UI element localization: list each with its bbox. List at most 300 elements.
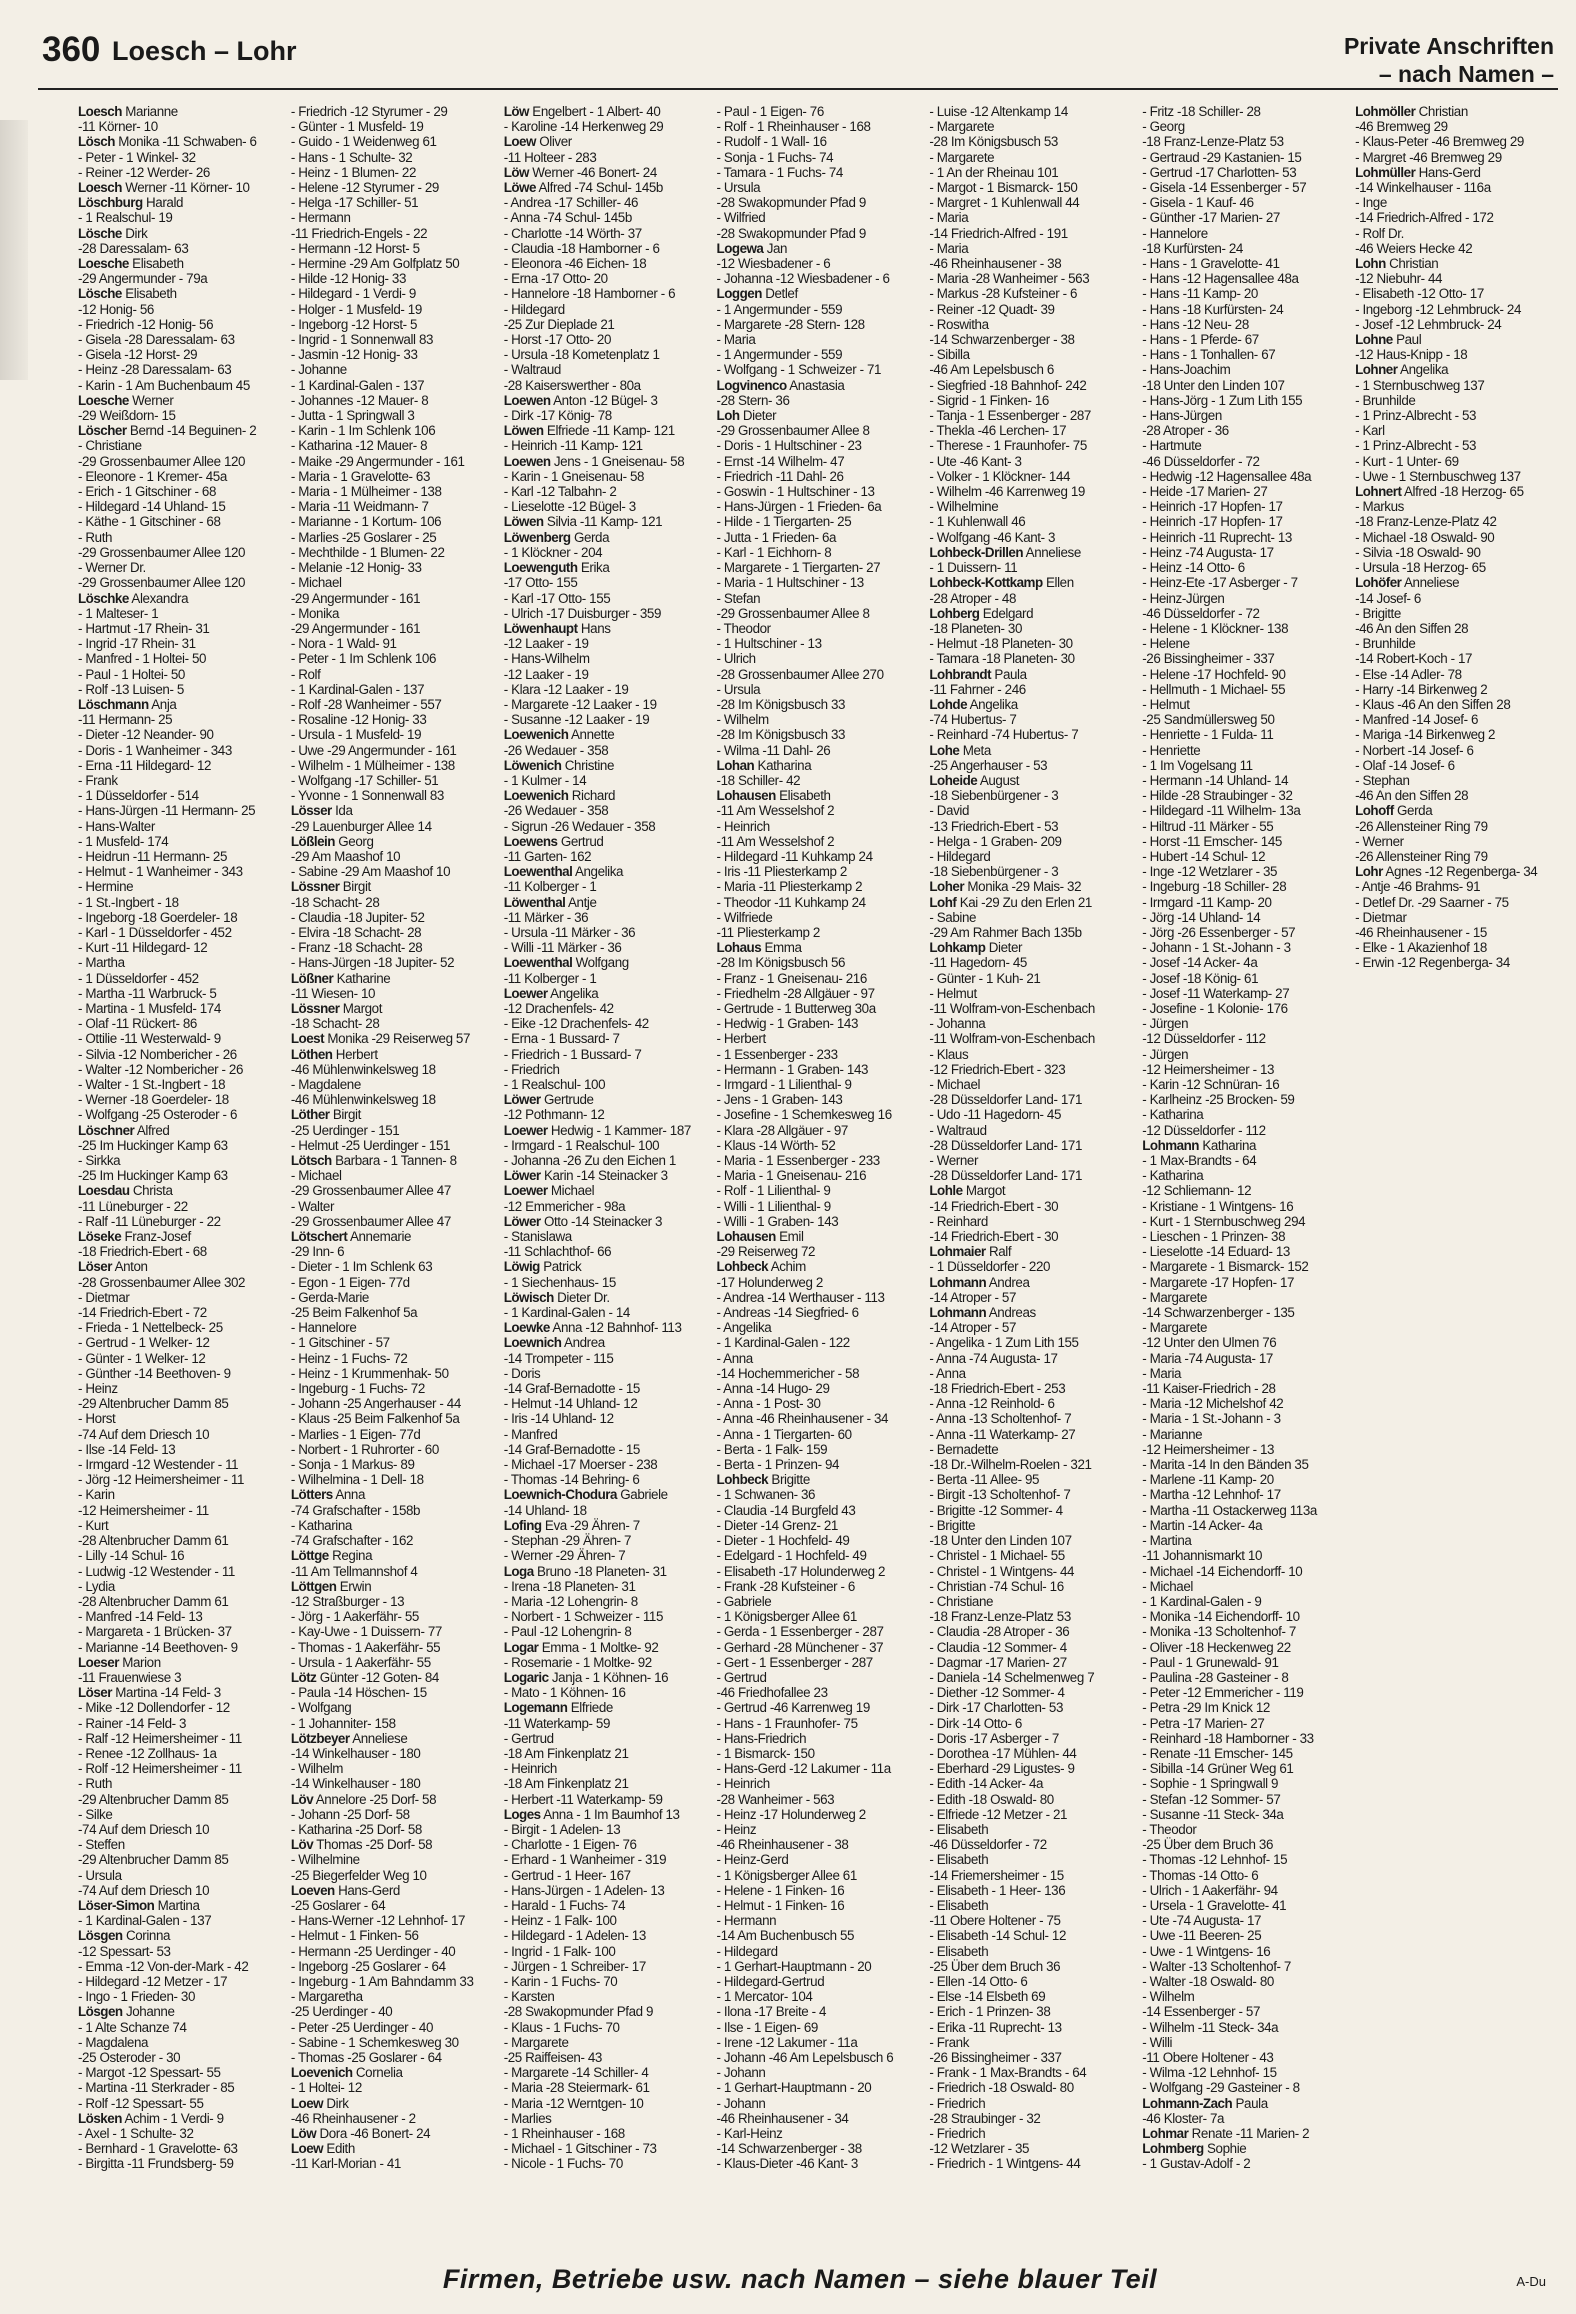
directory-entry [504,1898,707,1913]
entry-details: -18 Schacht- 28 [290,894,380,910]
surname: Lohbeck-Kottkamp [929,575,1043,591]
entry-details: - Christel - 1 Wintgens- 44 [929,1563,1075,1579]
entry-details: - Jürgen - 1 Schreiber- 17 [503,1958,646,1974]
entry-details: Paula [1235,2095,1268,2111]
entry-details: - Dietmar [78,1289,130,1305]
entry-details: Anna - 1 Im Baumhof 13 [543,1806,680,1822]
entry-details: - Detlef Dr. -29 Saarner - 75 [1355,894,1509,910]
directory-entry [1142,180,1345,195]
entry-details: -26 Allensteiner Ring 79 [1355,818,1488,834]
directory-entry [504,834,707,849]
directory-entry [291,2141,494,2156]
directory-entry [78,150,281,165]
directory-entry [717,438,920,453]
surname: Lohne [1355,332,1393,348]
entry-details: -11 Am Wesselshof 2 [716,803,835,819]
directory-entry [78,743,281,758]
entry-details: Monika -11 Schwaben- 6 [118,134,257,150]
entry-details: Otto -14 Steinacker 3 [543,1213,663,1229]
directory-entry [504,378,707,393]
directory-entry [291,1092,494,1107]
entry-details: - Maria - 1 St.-Johann - 3 [1142,1411,1281,1427]
entry-details: - Karin - 1 Gneisenau- 58 [503,468,645,484]
entry-details: Gerda [1397,803,1433,819]
directory-entry [291,1579,494,1594]
directory-entry [1142,1123,1345,1138]
directory-entry [717,955,920,970]
surname: Lohmaier [929,1244,986,1260]
directory-entry [717,834,920,849]
entry-details: Achim [770,1259,806,1275]
entry-details: - Karl [1355,423,1385,439]
entry-details: - Ingrid - 1 Sonnenwall 83 [290,332,434,348]
directory-entry [504,1852,707,1867]
directory-entry [929,2156,1132,2171]
entry-details: -18 Unter den Linden 107 [929,1533,1072,1549]
entry-details: - Rolf - 1 Rheinhauser - 168 [716,119,871,135]
directory-entry [929,986,1132,1001]
entry-details: -14 Josef- 6 [1355,590,1421,606]
directory-entry [717,408,920,423]
entry-details: - Hermann -14 Uhland- 14 [1142,772,1289,788]
surname: Lohbeck [716,1259,769,1275]
entry-details: - Steffen [78,1837,125,1853]
directory-entry [291,1153,494,1168]
entry-details: - Hildegard - 1 Adelen- 13 [503,1928,646,1944]
entry-details: - Irmgard -11 Kamp- 20 [1142,894,1272,910]
entry-details: - Heinz-Gerd [716,1852,789,1868]
surname: Lohaus [716,940,762,956]
entry-details: - Günter - 1 Welker- 12 [78,1350,206,1366]
entry-details: - Heinrich [716,1776,770,1792]
directory-entry [929,895,1132,910]
entry-details: - Elisabeth - 1 Heer- 136 [929,1882,1066,1898]
directory-entry [78,1837,281,1852]
directory-entry [291,1761,494,1776]
entry-details: - Lydia [78,1578,115,1594]
entry-details: - Heinz [716,1821,757,1837]
entry-details: Patrick [543,1259,582,1275]
directory-entry [1142,484,1345,499]
entry-details: - Iris -11 Pliesterkamp 2 [716,864,847,880]
entry-details: - 1 Schwanen- 36 [716,1487,816,1503]
entry-details: -29 Altenbrucher Damm 85 [78,1396,229,1412]
directory-entry [504,1564,707,1579]
directory-entry [929,1746,1132,1761]
entry-details: - Willi -11 Märker - 36 [503,940,622,956]
directory-entry [929,1761,1132,1776]
directory-entry [504,210,707,225]
entry-details: - Peter - 1 Winkel- 32 [78,149,196,165]
entry-details: - Margarete [929,149,995,165]
directory-entry [291,1503,494,1518]
directory-entry [1142,1290,1345,1305]
entry-details: Alfred -18 Herzog- 65 [1404,484,1524,500]
directory-entry [929,1944,1132,1959]
entry-details: - Helmut -14 Uhland- 12 [503,1396,638,1412]
entry-details: - Ursela - 1 Gravelotte- 41 [1142,1897,1287,1913]
directory-entry [291,514,494,529]
directory-entry [504,119,707,134]
directory-entry [78,1792,281,1807]
entry-details: - Wilfriede [716,909,773,925]
directory-entry [504,1609,707,1624]
directory-entry [78,545,281,560]
directory-entry [291,1320,494,1335]
entry-details: - Rolf -28 Wanheimer - 557 [290,696,442,712]
entry-details: -74 Grafschafter - 158b [290,1502,421,1518]
directory-entry [929,1609,1132,1624]
directory-entry [929,286,1132,301]
entry-details: -46 Düsseldorfer - 72 [929,1837,1047,1853]
directory-entry [1142,1579,1345,1594]
directory-entry [78,1928,281,1943]
entry-details: - Ernst -14 Wilhelm- 47 [716,453,845,469]
entry-details: - Wilhelm - 1 Mülheimer - 138 [290,757,455,773]
directory-entry [929,1047,1132,1062]
entry-details: - Kay-Uwe - 1 Duissern- 77 [290,1624,442,1640]
entry-details: - Dieter - 1 Im Schlenk 63 [290,1259,433,1275]
entry-details: -46 An den Siffen 28 [1355,620,1469,636]
entry-details: -12 Drachenfels- 42 [503,1000,614,1016]
directory-entry [929,256,1132,271]
entry-details: - David [929,803,969,819]
directory-entry [504,1457,707,1472]
directory-entry [1142,393,1345,408]
entry-details: - Martin -14 Acker- 4a [1142,1517,1263,1533]
entry-details: - 1 Siechenhaus- 15 [503,1274,616,1290]
entry-details: - Elisabeth -14 Schul- 12 [929,1928,1067,1944]
entry-details: - Hannelore [290,1320,357,1336]
directory-entry [1355,758,1558,773]
directory-entry [717,1396,920,1411]
directory-entry [929,1092,1132,1107]
entry-details: Dora -46 Bonert- 24 [319,2126,431,2142]
directory-entry [291,256,494,271]
directory-entry [929,606,1132,621]
directory-entry [291,393,494,408]
entry-details: - Manfred - 1 Holtei- 50 [78,651,207,667]
directory-entry [717,636,920,651]
entry-details: Katharina [757,757,812,773]
entry-details: - Dorothea -17 Mühlen- 44 [929,1745,1077,1761]
page-number: 360 [42,30,101,69]
directory-entry [504,1503,707,1518]
entry-details: - Wolfgang -46 Kant- 3 [929,529,1056,545]
entry-details: Silvia -11 Kamp- 121 [546,514,663,530]
directory-entry [1355,393,1558,408]
directory-entry [291,1533,494,1548]
entry-details: - Irmgard -12 Westender - 11 [78,1457,239,1473]
directory-entry [717,1442,920,1457]
entry-details: -28 Swakopmunder Pfad 9 [503,2004,654,2020]
entry-details: - Maria [1142,1365,1182,1381]
entry-details: - Elvira -18 Schacht- 28 [290,924,422,940]
entry-details: -11 Hermann- 25 [78,712,173,728]
directory-entry [717,1670,920,1685]
entry-details: Gertrude [543,1092,594,1108]
entry-details: - Karin - 1 Im Schlenk 106 [290,423,436,439]
entry-details: - Gertrud - 1 Welker- 12 [78,1335,210,1351]
surname: Loest [290,1031,325,1047]
directory-entry [929,1579,1132,1594]
directory-entry [929,925,1132,940]
entry-details: - Reinhard -18 Hamborner - 33 [1142,1730,1314,1746]
entry-details: Christine [564,757,615,773]
surname: Löwen [503,514,544,530]
entry-details: Anneliese [1025,544,1081,560]
entry-details: Andrea [988,1274,1030,1290]
directory-entry [78,1411,281,1426]
entry-details: - Horst -17 Otto- 20 [503,332,612,348]
directory-entry [717,575,920,590]
surname: Loggen [716,286,762,302]
entry-details: - Maria - 1 Gneisenau- 216 [716,1168,867,1184]
entry-details: - Gertrud [503,1730,554,1746]
directory-entry [504,1031,707,1046]
entry-details: - Martina - 1 Musfeld- 174 [78,1000,221,1016]
directory-entry [504,408,707,423]
directory-entry [78,819,281,834]
entry-details: - Elisabeth [929,1821,989,1837]
directory-entry [78,2065,281,2080]
directory-entry [291,2126,494,2141]
directory-entry [1142,286,1345,301]
directory-entry [717,1716,920,1731]
entry-details: - Harald - 1 Fuchs- 74 [503,1897,626,1913]
entry-details: -29 Grossenbaumer Allee 47 [290,1213,451,1229]
entry-details: - Friedrich -11 Dahl- 26 [716,468,844,484]
directory-entry [717,1746,920,1761]
directory-entry [504,1351,707,1366]
surname: Loh [716,408,740,424]
directory-entry [1142,682,1345,697]
surname: Lohf [929,894,957,910]
directory-entry [717,879,920,894]
entry-details: - Werner Dr. [78,560,146,576]
entry-details: -28 Atroper - 48 [929,590,1017,606]
entry-details: - Katharina -12 Mauer- 8 [290,438,428,454]
directory-entry [1142,1259,1345,1274]
directory-entry [929,1792,1132,1807]
directory-entry [78,1898,281,1913]
directory-entry [929,575,1132,590]
entry-details: - Margareta - 1 Brücken- 37 [78,1624,232,1640]
entry-details: - Ilse -14 Feld- 13 [78,1441,176,1457]
directory-entry [78,1305,281,1320]
entry-details: - Peter - 1 Im Schlenk 106 [290,651,436,667]
directory-entry [717,241,920,256]
directory-entry [1355,560,1558,575]
entry-details: - Monika -13 Scholtenhof- 7 [1142,1624,1296,1640]
entry-details: - Marianne [1142,1426,1203,1442]
directory-entry [717,1016,920,1031]
entry-details: -46 Rheinhausener - 38 [716,1837,849,1853]
entry-details: - Heinz -17 Holunderweg 2 [716,1806,866,1822]
directory-entry [717,1624,920,1639]
surname: Lösgen [78,1928,123,1944]
directory-entry [1142,834,1345,849]
entry-details: - Wolfgang - 1 Schweizer - 71 [716,362,882,378]
entry-details: Emil [779,1229,804,1245]
entry-details: - Manfred -14 Feld- 13 [78,1609,203,1625]
entry-details: - Silvia -18 Oswald- 90 [1355,544,1481,560]
directory-entry [717,2111,920,2126]
directory-entry [1355,712,1558,727]
entry-details: -25 Goslarer - 64 [290,1897,386,1913]
entry-details: Dieter Dr. [557,1289,610,1305]
directory-entry [717,1290,920,1305]
entry-details: - Günter - 1 Musfeld- 19 [290,119,424,135]
directory-entry [717,2050,920,2065]
entry-details: - Michael [290,1168,342,1184]
entry-details: -28 Stern- 36 [716,392,790,408]
directory-entry [78,317,281,332]
entry-details: - 1 Düsseldorfer - 514 [78,788,199,804]
entry-details: - Helene [1142,636,1190,652]
entry-details: - Bernhard - 1 Gravelotte- 63 [78,2141,238,2157]
directory-entry [1142,150,1345,165]
entry-details: - Birgitta -11 Frundsberg- 59 [78,2156,234,2172]
directory-entry [929,408,1132,423]
directory-entry [78,651,281,666]
entry-details: - Hermann -12 Horst- 5 [290,240,420,256]
entry-details: - Hildegard -11 Kuhkamp 24 [716,848,873,864]
entry-details: - Thomas -14 Otto- 6 [1142,1867,1259,1883]
directory-entry [504,712,707,727]
directory-entry [504,150,707,165]
directory-entry [291,469,494,484]
entry-details: Richard [571,788,616,804]
directory-entry [1142,1183,1345,1198]
directory-entry [291,1944,494,1959]
entry-details: - Lieselotte -14 Eduard- 13 [1142,1244,1290,1260]
directory-entry [504,1731,707,1746]
entry-details: Elisabeth [779,788,831,804]
entry-details: - Hermine -29 Am Golfplatz 50 [290,256,460,272]
entry-details: - Maria [716,332,756,348]
entry-details: Emma - 1 Moltke- 92 [541,1639,659,1655]
directory-entry [291,332,494,347]
entry-details: -26 Bissingheimer - 337 [929,2050,1062,2065]
directory-entry [291,940,494,955]
directory-entry [1142,1442,1345,1457]
directory-entry [717,1807,920,1822]
directory-entry [504,1092,707,1107]
entry-details: - Mike -12 Dollendorfer - 12 [78,1700,230,1716]
entry-details: Detlef [765,286,798,302]
directory-entry [78,1518,281,1533]
entry-details: - Sigrid - 1 Finken- 16 [929,392,1049,408]
directory-entry [291,986,494,1001]
entry-details: -28 Grossenbaumer Allee 270 [716,666,884,682]
directory-entry [929,1381,1132,1396]
entry-details: -12 Heimersheimer - 13 [1142,1441,1275,1457]
entry-details: - Olaf -14 Josef- 6 [1355,757,1455,773]
surname: Loewnich [503,1335,562,1351]
entry-details: - Edelgard - 1 Hochfeld- 49 [716,1548,867,1564]
directory-entry [78,925,281,940]
entry-details: - Jens - 1 Graben- 143 [716,1092,843,1108]
entry-details: Michael [550,1183,595,1199]
directory-entry [717,195,920,210]
entry-details: Oliver [539,134,572,150]
entry-details: - Berta - 1 Falk- 159 [716,1441,828,1457]
directory-entry [717,545,920,560]
entry-details: Ida [335,803,353,819]
directory-entry [929,803,1132,818]
directory-entry [1355,606,1558,621]
entry-details: - Maria -11 Pliesterkamp 2 [716,879,863,895]
entry-details: - 1 Rheinhauser - 168 [503,2126,625,2142]
directory-entry [291,2004,494,2019]
directory-entry [929,1913,1132,1928]
directory-entry [929,454,1132,469]
entry-details: - Michael -18 Oswald- 90 [1355,529,1495,545]
directory-entry [717,2020,920,2035]
directory-entry [929,1807,1132,1822]
entry-details: Ralf [988,1244,1012,1260]
directory-entry [78,332,281,347]
entry-details: - Uwe - 1 Wintgens- 16 [1142,1943,1271,1959]
entry-details: -28 Swakopmunder Pfad 9 [716,195,866,211]
entry-details: - Irmgard - 1 Realschul- 100 [503,1137,660,1153]
surname: Lohmberg [1142,2141,1204,2157]
entry-details: - Hans -18 Kurfürsten- 24 [1142,301,1284,317]
entry-details: - Eleonore - 1 Kremer- 45a [78,468,227,484]
entry-details: -29 Reiserweg 72 [716,1244,816,1260]
directory-entry [1142,1092,1345,1107]
entry-details: - Friedrich -18 Oswald- 80 [929,2080,1074,2096]
directory-entry [78,1807,281,1822]
entry-details: -11 Kolberger - 1 [503,970,597,986]
entry-details: -12 Pothmann- 12 [503,1107,605,1123]
directory-entry [717,1518,920,1533]
entry-details: Johanne [125,2004,175,2020]
directory-entry [1142,1351,1345,1366]
surname: Lössner [290,1000,340,1016]
directory-entry [1142,423,1345,438]
directory-entry [78,2020,281,2035]
entry-details: - Marita -14 In den Bänden 35 [1142,1457,1309,1473]
directory-entry [1142,378,1345,393]
entry-details: - Ralf -11 Lüneburger - 22 [78,1213,221,1229]
directory-entry [291,286,494,301]
entry-details: -28 Grossenbaumer Allee 302 [78,1274,246,1290]
directory-entry [504,849,707,864]
surname: Loevenich [290,2065,353,2081]
directory-entry [78,1685,281,1700]
entry-details: - Hubert -14 Schul- 12 [1142,848,1266,864]
entry-details: - Theodor [716,620,771,636]
entry-details: - Rolf -12 Heimersheimer - 11 [78,1761,242,1777]
directory-entry [929,879,1132,894]
entry-details: - Katharina [290,1517,352,1533]
entry-details: - Thomas - 1 Aakerfähr- 55 [290,1639,441,1655]
directory-entry [1142,2096,1345,2111]
directory-entry [1142,271,1345,286]
directory-entry [291,895,494,910]
directory-entry [1142,1746,1345,1761]
entry-details: - Bernadette [929,1441,999,1457]
entry-details: - Hedwig - 1 Graben- 143 [716,1016,859,1032]
directory-entry [504,1229,707,1244]
entry-details: - 1 Gerhart-Hauptmann - 20 [716,1958,872,1974]
entry-details: - Rolf [290,666,321,682]
entry-details: Gabriele [620,1487,668,1503]
directory-entry [291,697,494,712]
directory-entry [1142,1411,1345,1426]
